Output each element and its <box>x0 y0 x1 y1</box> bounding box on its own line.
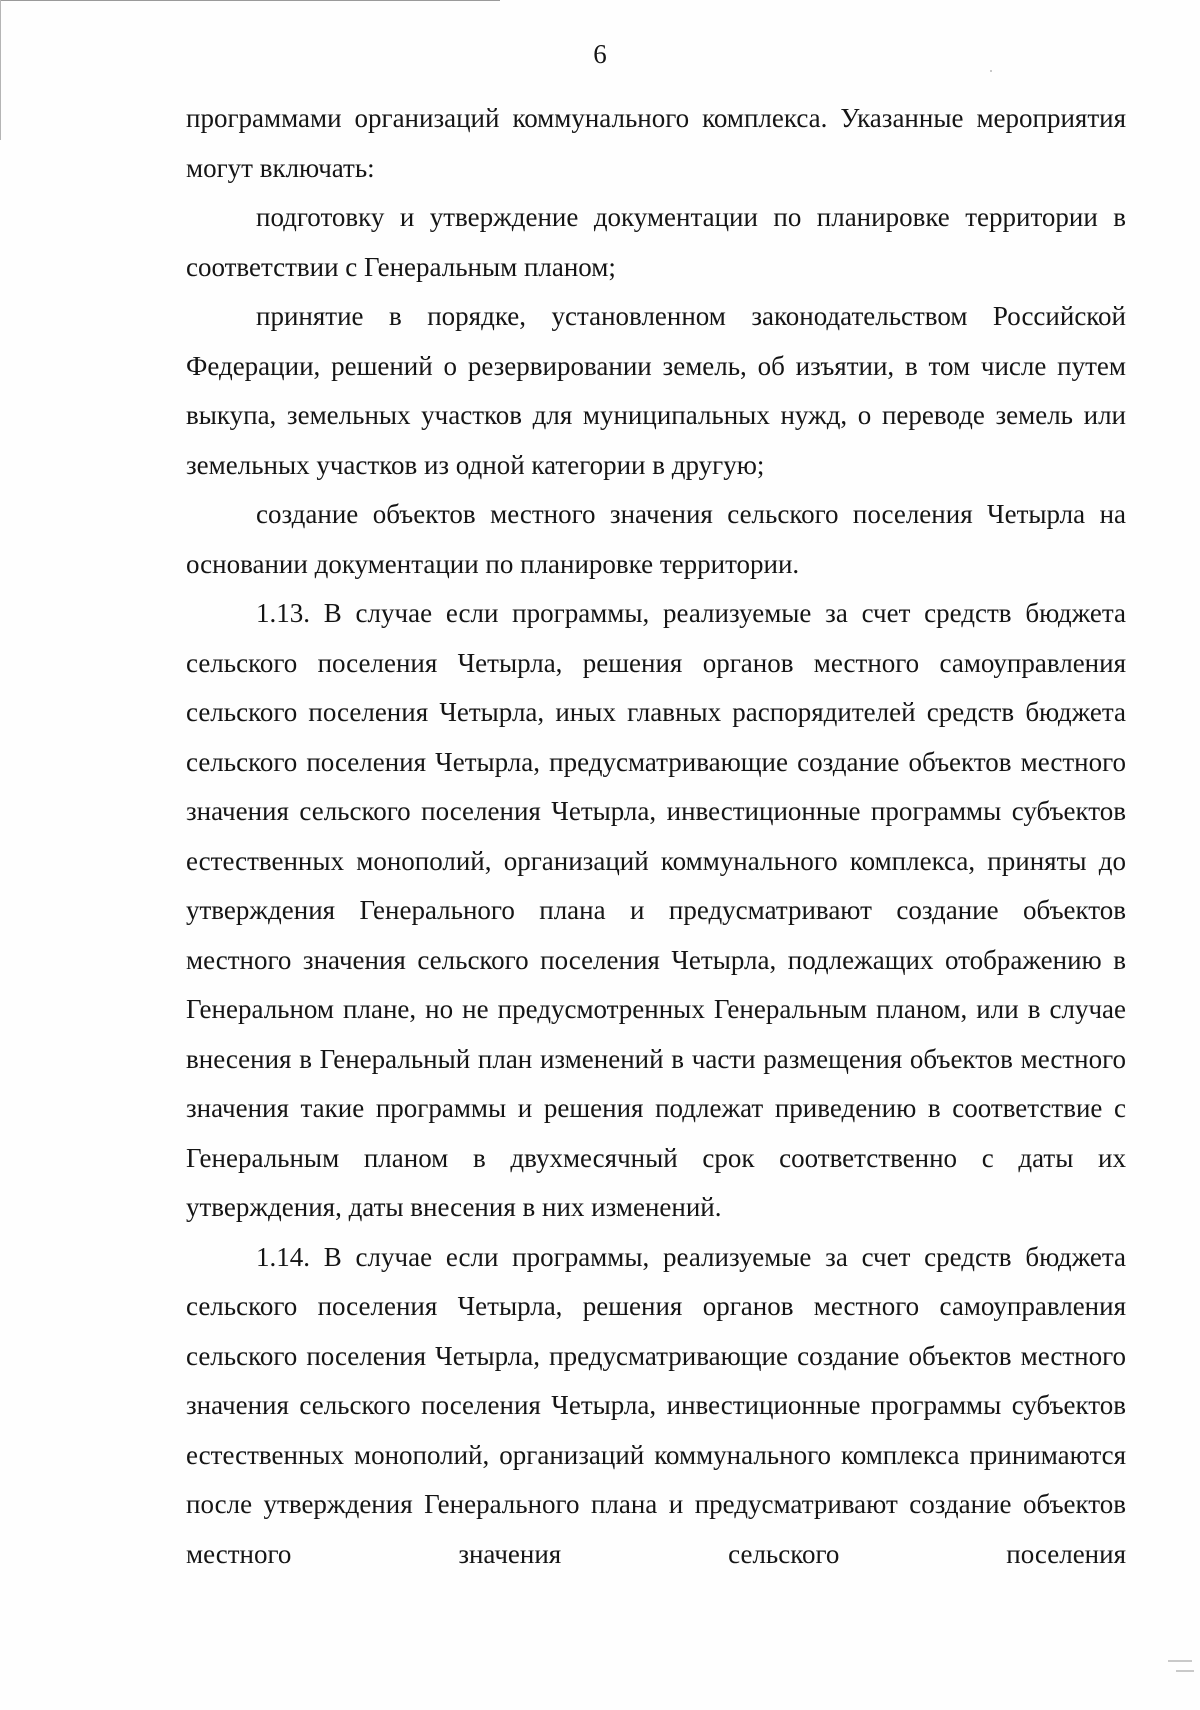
document-body <box>186 94 1126 1579</box>
paragraph-object-creation: создание объектов местного значения сельского поселения Четырла на основании документации по планировке территории. <box>186 499 1126 579</box>
page-number: 6 <box>593 39 607 69</box>
paragraph-continuation: программами организаций коммунального комплекса. Указанные мероприятия могут включать: <box>186 103 1126 183</box>
paragraph-documentation: подготовку и утверждение документации по планировке территории в соответствии с Генеральным планом; <box>186 202 1126 282</box>
paragraph-land-reservation: принятие в порядке, установленном законодательством Российской Федерации, решений о резервировании земель, об изъятии, в том числе путем выкупа, земельных участков для муниципальных нужд, о переводе земель или земельных участков из одной категории в другую; <box>186 301 1126 480</box>
paragraph-1-14: 1.14. В случае если программы, реализуемые за счет средств бюджета сельского поселения Четырла, решения органов местного самоуправления сельского поселения Четырла, предусматривающие создание объектов местного значения сельского поселения Четырла, инвестиционные программы субъектов естественных монополий, организаций коммунального комплекса принимаются после утверждения Генерального плана и предусматривают создание объектов местного значения сельского поселения <box>186 1241 1126 1569</box>
scan-speck <box>1168 1660 1192 1662</box>
scan-speck <box>1176 1670 1194 1672</box>
scan-speck <box>990 70 992 72</box>
paragraph-1-13: 1.13. В случае если программы, реализуемые за счет средств бюджета сельского поселения Четырла, решения органов местного самоуправления сельского поселения Четырла, иных главных распорядителей средств бюджета сельского поселения Четырла, предусматривающие создание объектов местного значения сельского поселения Четырла, инвестиционные программы субъектов естественных монополий, организаций коммунального комплекса, приняты до утверждения Генерального плана и предусматривают создание объектов местного значения сельского поселения Четырла, подлежащих отображению в Генеральном плане, но не предусмотренных Генеральным планом, или в случае внесения в Генеральный план изменений в части размещения объектов местного значения такие программы и решения подлежат приведению в соответствие с Генеральным планом в двухмесячный срок соответственно с даты их утверждения, даты внесения в них изменений. <box>186 598 1126 1222</box>
scan-edge-top <box>0 0 500 1</box>
